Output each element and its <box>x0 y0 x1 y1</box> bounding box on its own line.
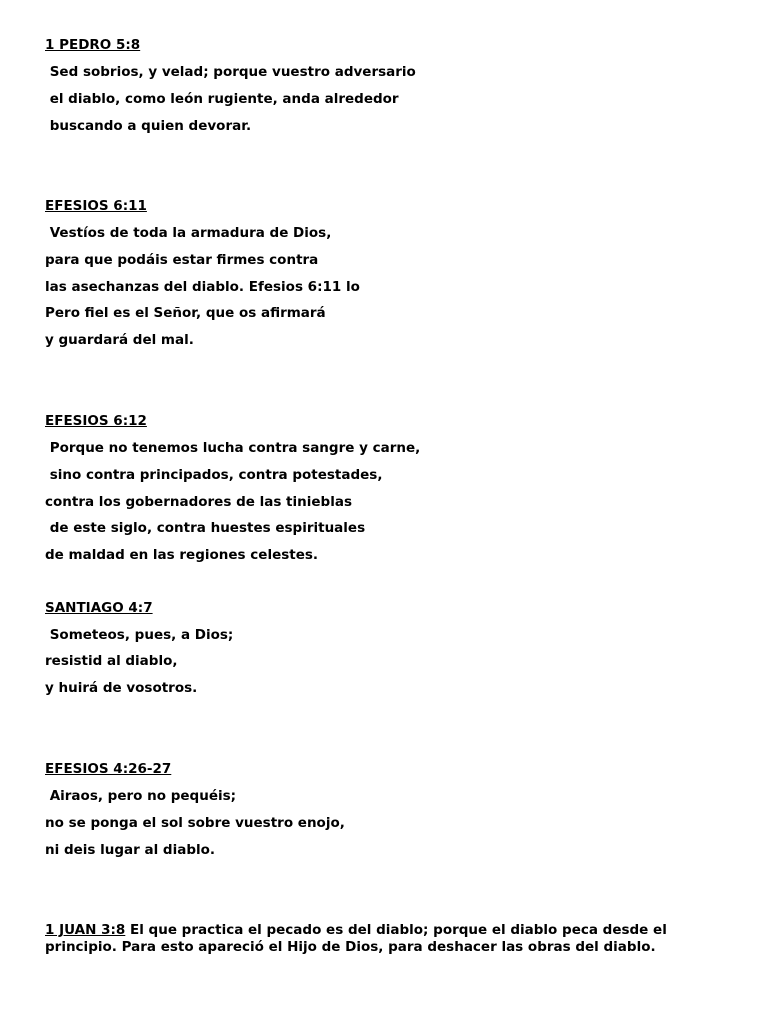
verse-line: sino contra principados, contra potestades, <box>45 467 383 483</box>
verse-line: no se ponga el sol sobre vuestro enojo, <box>45 815 345 831</box>
verse-line: Sed sobrios, y velad; porque vuestro adversario <box>45 64 416 80</box>
verse-line: y guardará del mal. <box>45 332 194 348</box>
verse-reference: EFESIOS 4:26-27 <box>45 761 172 777</box>
verse-reference: EFESIOS 6:11 <box>45 198 147 214</box>
verse-line: de este siglo, contra huestes espirituales <box>45 520 366 536</box>
verse-reference: 1 JUAN 3:8 <box>45 922 126 938</box>
verse-line: Vestíos de toda la armadura de Dios, <box>45 225 332 241</box>
verse-line: Porque no tenemos lucha contra sangre y carne, <box>45 440 421 456</box>
verse-text: El que practica el pecado es del diablo; porque el diablo peca desde el principio. Para esto apareció el Hijo de Dios, para deshacer las obras del diablo. <box>45 922 667 955</box>
verse-reference: 1 PEDRO 5:8 <box>45 37 141 53</box>
verse-line: contra los gobernadores de las tinieblas <box>45 494 352 510</box>
verse-paragraph <box>45 922 735 956</box>
verse-reference: EFESIOS 6:12 <box>45 413 147 429</box>
verse-line: las asechanzas del diablo. Efesios 6:11 lo <box>45 279 360 295</box>
verse-line: Pero fiel es el Señor, que os afirmará <box>45 305 326 321</box>
verse-line: Someteos, pues, a Dios; <box>45 627 234 643</box>
verse-line: de maldad en las regiones celestes. <box>45 547 319 563</box>
verse-line: ni deis lugar al diablo. <box>45 842 216 858</box>
verse-line: para que podáis estar firmes contra <box>45 252 319 268</box>
verse-line: Airaos, pero no pequéis; <box>45 788 237 804</box>
verse-line: y huirá de vosotros. <box>45 680 198 696</box>
verse-line: el diablo, como león rugiente, anda alrededor <box>45 91 399 107</box>
verse-reference: SANTIAGO 4:7 <box>45 600 153 616</box>
verse-line: resistid al diablo, <box>45 653 178 669</box>
verse-line: buscando a quien devorar. <box>45 118 252 134</box>
